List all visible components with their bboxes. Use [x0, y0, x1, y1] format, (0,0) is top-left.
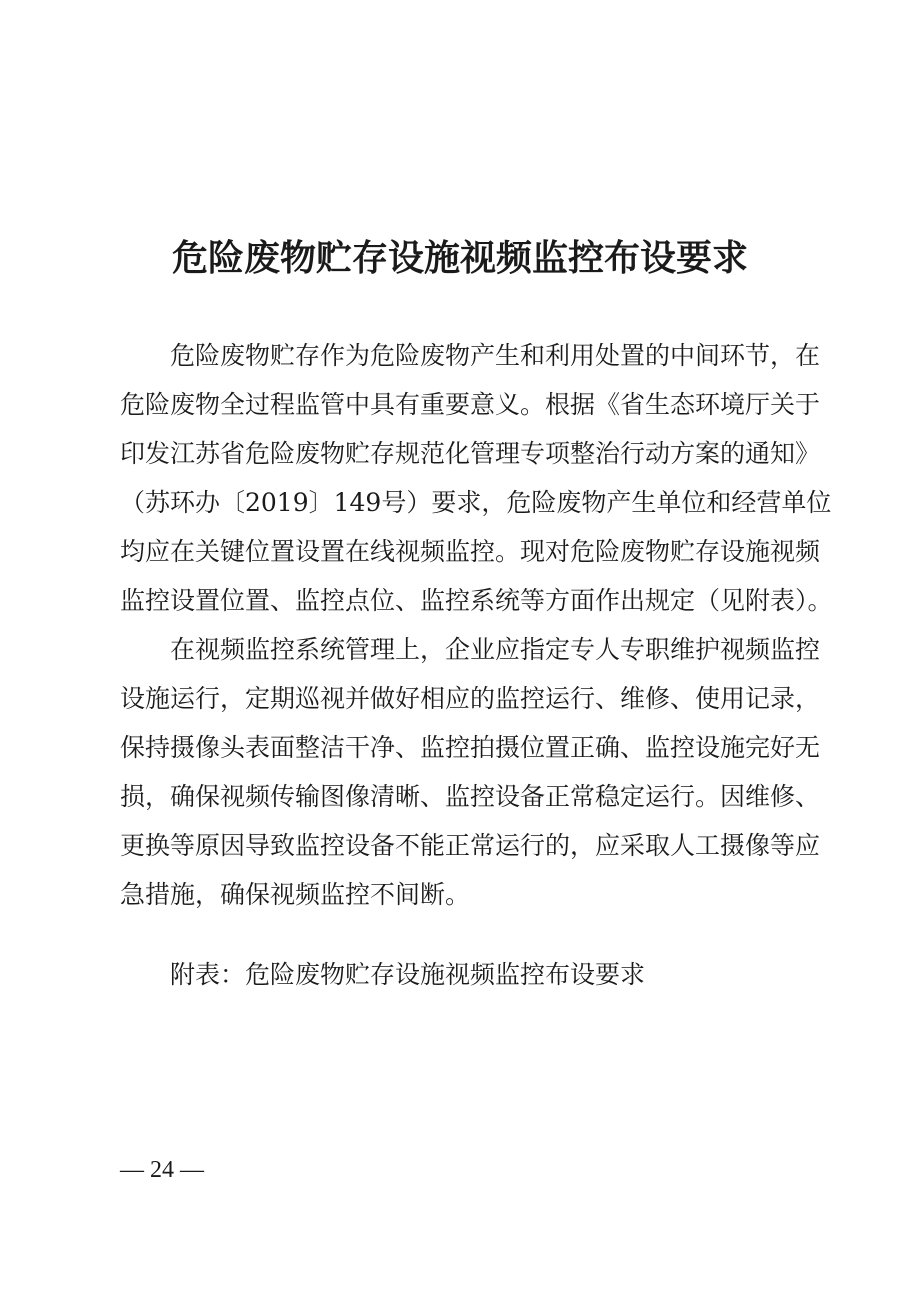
paragraph-line: （苏环办〔2019〕149号）要求，危险废物产生单位和经营单位: [120, 488, 832, 517]
page-number: — 24 —: [120, 1157, 204, 1183]
paragraph-line: 危险废物全过程监管中具有重要意义。根据《省生态环境厅关于: [120, 390, 821, 419]
paragraph-line: 危险废物贮存作为危险废物产生和利用处置的中间环节，在: [170, 341, 821, 370]
paragraph-line: 保持摄像头表面整洁干净、监控拍摄位置正确、监控设施完好无: [120, 733, 821, 762]
paragraph-line: 设施运行，定期巡视并做好相应的监控运行、维修、使用记录，: [120, 684, 821, 713]
document-title: 危险废物贮存设施视频监控布设要求: [171, 237, 748, 279]
paragraph-line: 均应在关键位置设置在线视频监控。现对危险废物贮存设施视频: [120, 537, 821, 566]
paragraph-line: 急措施，确保视频监控不间断。: [120, 880, 471, 909]
paragraph-line: 损，确保视频传输图像清晰、监控设备正常稳定运行。因维修、: [120, 782, 821, 811]
paragraph-line: 在视频监控系统管理上，企业应指定专人专职维护视频监控: [170, 635, 821, 664]
paragraph-line: 更换等原因导致监控设备不能正常运行的，应采取人工摄像等应: [120, 831, 821, 860]
paragraph-line: 监控设置位置、监控点位、监控系统等方面作出规定（见附表）。: [120, 586, 833, 615]
attachment-note: 附表：危险废物贮存设施视频监控布设要求: [170, 960, 646, 989]
paragraph-line: 印发江苏省危险废物贮存规范化管理专项整治行动方案的通知》: [120, 439, 821, 468]
